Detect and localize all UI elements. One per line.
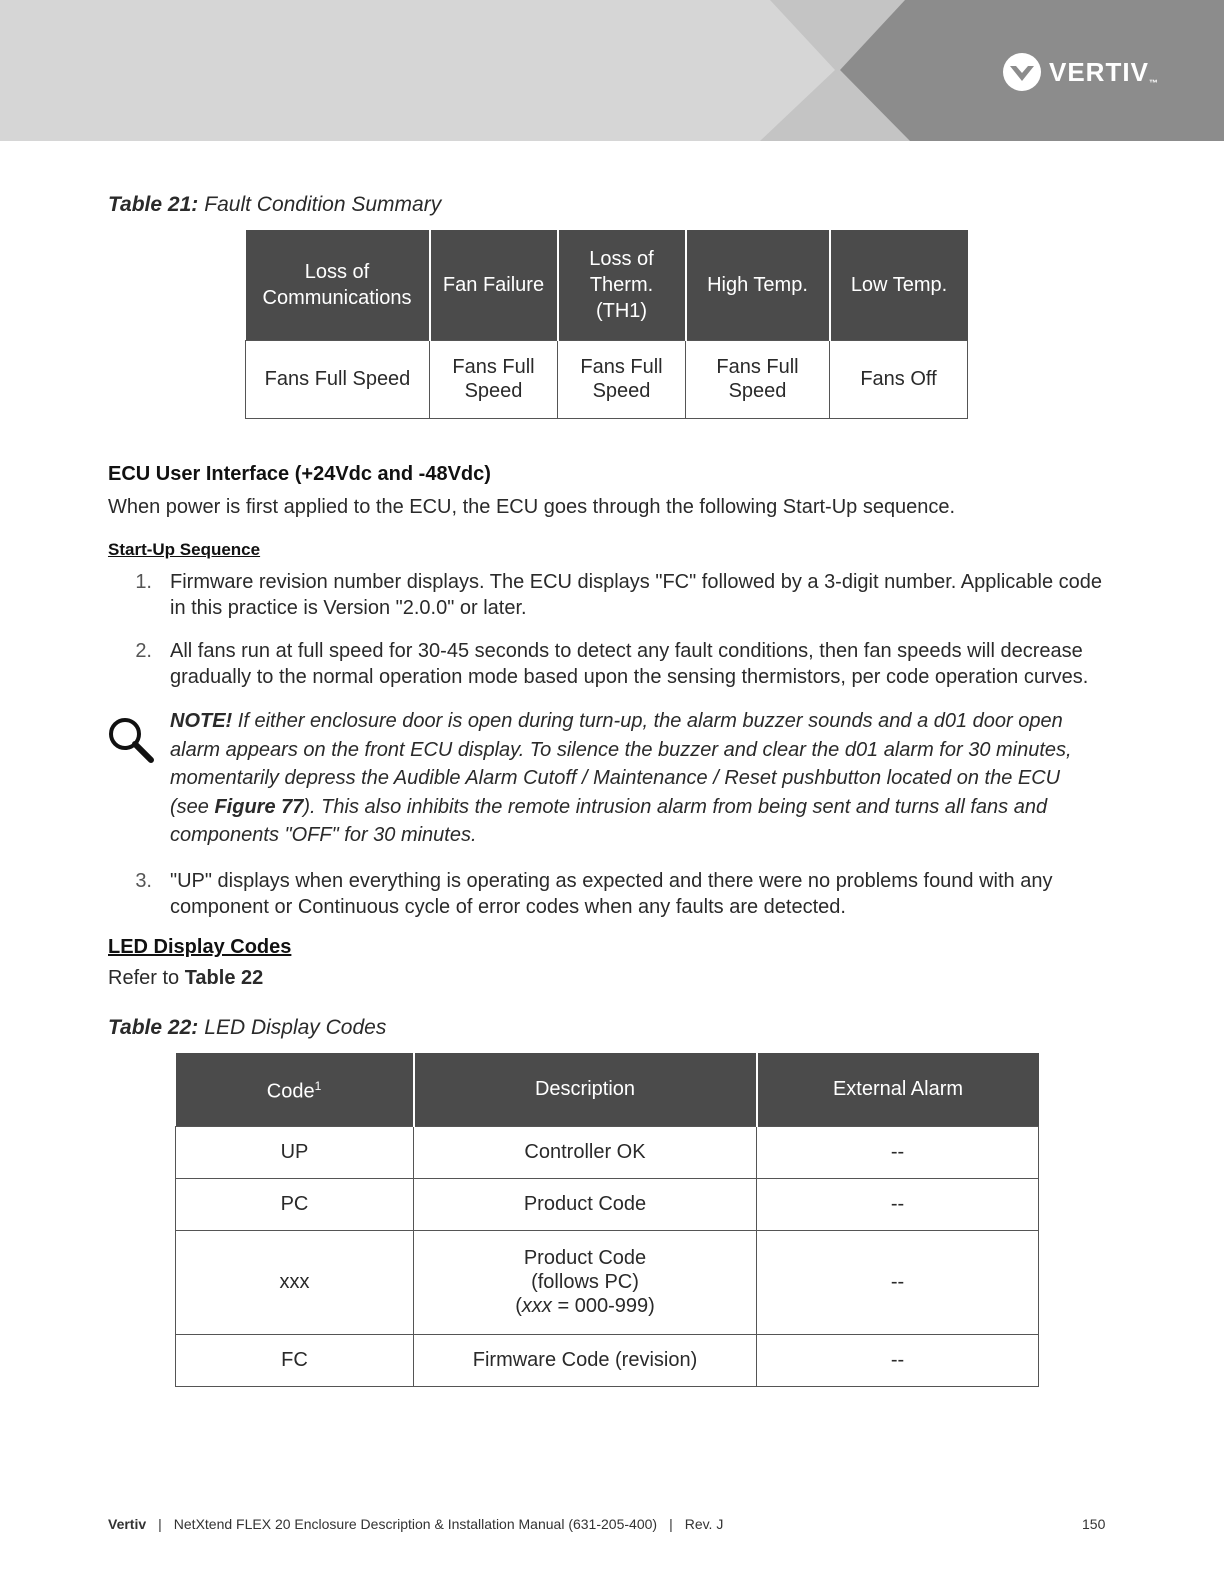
cell-description: Product Code (follows PC) (xxx = 000-999)	[414, 1230, 757, 1334]
section-intro: When power is first applied to the ECU, the ECU goes through the following Start-Up sequence.	[108, 496, 956, 518]
table-row	[176, 1178, 1039, 1230]
table-header-row	[176, 1053, 1039, 1126]
cell-code: PC	[176, 1178, 414, 1230]
header-low-temp: Low Temp.	[830, 230, 968, 340]
header-code: Code$^1$	[176, 1053, 414, 1126]
header-fan-failure: Fan Failure	[430, 230, 558, 340]
cell-description: Product Code	[414, 1178, 757, 1230]
cell-loss-of-therm: Fans Full Speed	[558, 340, 686, 418]
cell-loss-of-communications: Fans Full Speed	[246, 340, 430, 418]
cell-alarm: --	[757, 1334, 1039, 1386]
cell-alarm: --	[757, 1178, 1039, 1230]
cell-low-temp: Fans Off	[830, 340, 968, 418]
cell-description: Firmware Code (revision)	[414, 1334, 757, 1386]
table-reference[interactable]: Table 22	[184, 967, 264, 989]
page-number: 150	[1082, 1516, 1106, 1532]
step-text: "UP" displays when everything is operating as expected and there were no problems found with any component or Continuous cycle of error codes when any faults are detected.	[170, 870, 1053, 918]
footer-revision: Rev. J	[684, 1516, 724, 1532]
cell-alarm: --	[757, 1230, 1039, 1334]
list-item	[108, 569, 1108, 621]
list-item	[108, 638, 1108, 690]
step-text: Firmware revision number displays. The ECU displays "FC" followed by a 3-digit number. Applicable code in this practice is Version "2.0.0" or later.	[170, 571, 1103, 619]
step-number: 3.	[135, 870, 152, 892]
note-label: NOTE!	[170, 710, 233, 732]
logo-wordmark: VERTIV™	[1049, 56, 1159, 88]
header-loss-of-communications: Loss of Communications	[246, 230, 430, 340]
header-high-temp: High Temp.	[686, 230, 830, 340]
table-row	[176, 1230, 1039, 1334]
list-item	[108, 868, 1108, 920]
header-description: Description	[414, 1053, 757, 1126]
footer-doc-title: NetXtend FLEX 20 Enclosure Description & Installation Manual (631-205-400)	[173, 1516, 658, 1532]
cell-fan-failure: Fans Full Speed	[430, 340, 558, 418]
startup-heading: Start-Up Sequence	[108, 540, 261, 559]
table22-caption: Table 22: LED Display Codes	[108, 1016, 387, 1039]
refer-line: Refer to Table 22	[108, 967, 264, 989]
figure-reference[interactable]: Figure 77	[214, 795, 304, 818]
led-codes-table	[175, 1053, 1039, 1387]
step-number: 2.	[135, 640, 152, 662]
step-number: 1.	[135, 571, 152, 593]
table-row	[176, 1334, 1039, 1386]
cell-code: xxx	[176, 1230, 414, 1334]
header-loss-of-therm: Loss of Therm. (TH1)	[558, 230, 686, 340]
cell-code: UP	[176, 1126, 414, 1178]
led-codes-heading: LED Display Codes	[108, 936, 292, 958]
table21-caption: Table 21: Fault Condition Summary	[108, 193, 442, 216]
table-row	[176, 1126, 1039, 1178]
cell-description: Controller OK	[414, 1126, 757, 1178]
magnifier-icon	[106, 716, 156, 766]
fault-condition-table	[245, 230, 968, 419]
cell-high-temp: Fans Full Speed	[686, 340, 830, 418]
section-title: ECU User Interface (+24Vdc and -48Vdc)	[108, 463, 491, 485]
vertiv-logo	[1003, 52, 1159, 92]
page-header	[0, 0, 1224, 141]
page-footer: Vertiv | NetXtend FLEX 20 Enclosure Description & Installation Manual (631-205-400) | Rev. J	[108, 1516, 724, 1532]
table-header-row	[246, 230, 968, 340]
vertiv-logo-icon	[1003, 53, 1041, 91]
cell-code: FC	[176, 1334, 414, 1386]
step-text: All fans run at full speed for 30-45 seconds to detect any fault conditions, then fan speeds will decrease gradually to the normal operation mode based upon the sensing thermistors, per code operation curves.	[170, 640, 1089, 688]
cell-alarm: --	[757, 1126, 1039, 1178]
table-row	[246, 340, 968, 418]
header-external-alarm: External Alarm	[757, 1053, 1039, 1126]
note-block: NOTE! If either enclosure door is open during turn-up, the alarm buzzer sounds and a d01 door open alarm appears on the front ECU display. To silence the buzzer and clear the d01 alarm for 30 minutes, momentarily depress the Audible Alarm Cutoff / Maintenance / Reset pushbutton located on the ECU (see Figure 77). This also inhibits the remote intrusion alarm from being sent and turns all fans and components "OFF" for 30 minutes.	[170, 710, 1072, 846]
footer-brand: Vertiv	[108, 1516, 147, 1532]
